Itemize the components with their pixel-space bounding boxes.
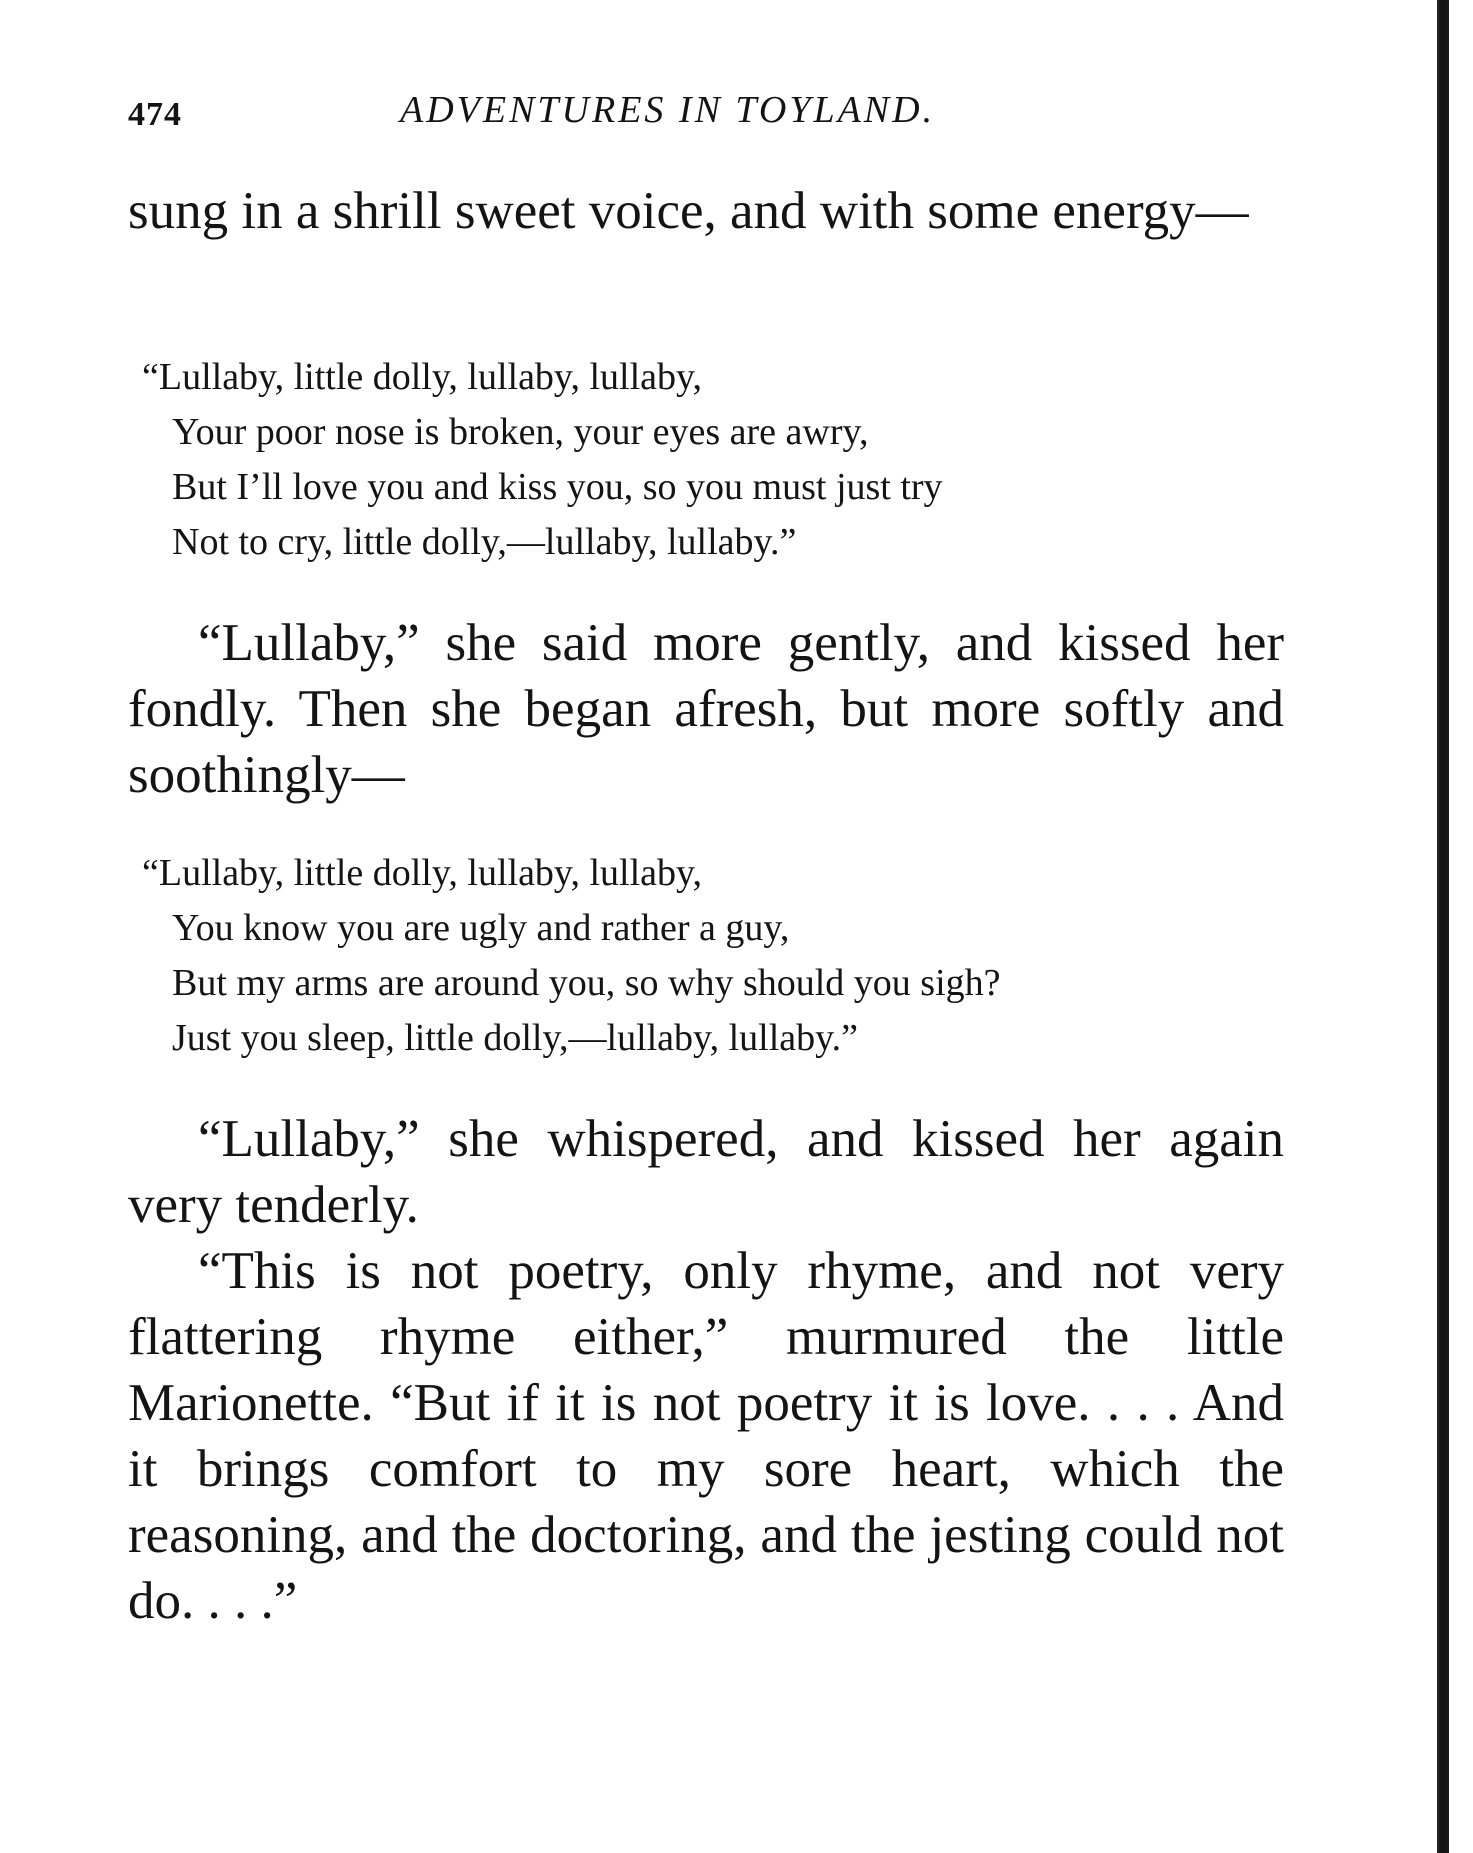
paragraph-text: sung in a shrill sweet voice, and with some energy— <box>128 182 1249 240</box>
paragraph-3 <box>128 1106 1284 1238</box>
paragraph-2 <box>128 610 1284 808</box>
verse-line: But I’ll love you and kiss you, so you must just try <box>172 466 943 508</box>
paragraph-text: “Lullaby,” she said more gently, and kissed her fondly. Then she began afresh, but more softly and soothingly— <box>128 614 1284 804</box>
page-number: 474 <box>128 96 182 133</box>
verse-line: “Lullaby, little dolly, lullaby, lullaby, <box>142 356 703 398</box>
paragraph-text: “Lullaby,” she whispered, and kissed her again very tenderly. <box>128 1110 1284 1234</box>
verse-line: Just you sleep, little dolly,—lullaby, lullaby.” <box>172 1017 859 1059</box>
verse-stanza-2 <box>142 846 1232 1066</box>
running-header <box>128 88 1288 148</box>
paragraph-text: “This is not poetry, only rhyme, and not very flattering rhyme either,” murmured the little Marionette. “But if it is not poetry it is love. . . . And it brings comfort to my sore heart, which the reasoning, and the doctoring, and the jesting could not do. . . .” <box>128 1242 1284 1630</box>
verse-line: “Lullaby, little dolly, lullaby, lullaby, <box>142 852 703 894</box>
verse-line: Not to cry, little dolly,—lullaby, lullaby.” <box>172 521 797 563</box>
verse-line: You know you are ugly and rather a guy, <box>172 907 790 949</box>
verse-line: Your poor nose is broken, your eyes are awry, <box>172 411 869 453</box>
paragraph-4 <box>128 1238 1284 1634</box>
running-title: ADVENTURES IN TOYLAND. <box>400 89 936 131</box>
verse-stanza-1 <box>142 350 1232 570</box>
verse-line: But my arms are around you, so why should you sigh? <box>172 962 1001 1004</box>
page-edge-line <box>1437 0 1449 1853</box>
paragraph-1 <box>128 178 1284 244</box>
